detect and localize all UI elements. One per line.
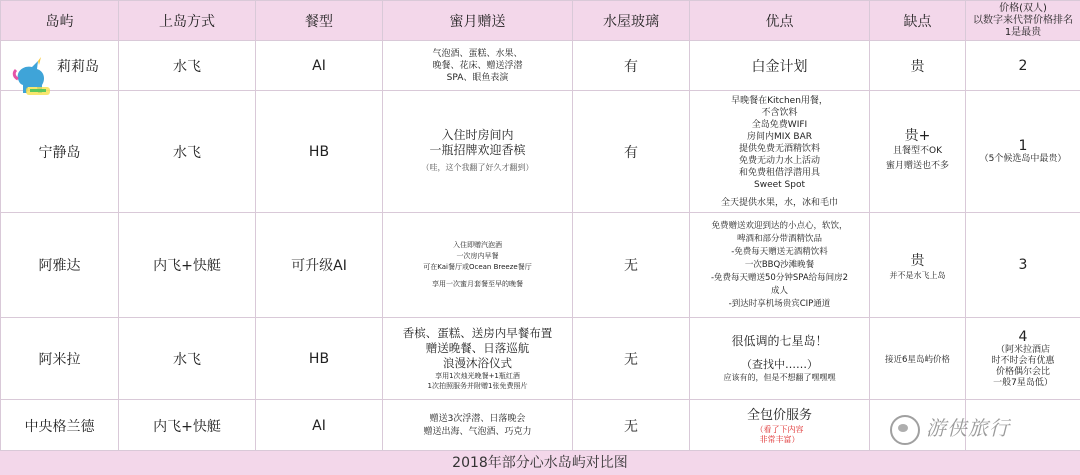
pros-line: Sweet Spot (693, 179, 866, 191)
honeymoon-line: 1次拍照服务并附赠1张免费照片 (386, 381, 569, 391)
pros-line: 全岛免费WIFI (693, 119, 866, 131)
pros-line: （查找中……） (693, 357, 866, 372)
pros-line: -到达时享机场贵宾CIP通道 (693, 298, 866, 311)
pros-red-note: （看了下内容 (693, 425, 866, 435)
honeymoon-line: 享用1次烛光晚餐+1瓶红酒 (386, 371, 569, 381)
cons-line: 且餐型不OK (873, 144, 962, 159)
cons-line: 贵 (873, 250, 962, 270)
cell-meal: HB (256, 318, 383, 400)
cons-line: 贵+ (873, 129, 962, 144)
cell-pros: 白金计划 (690, 41, 870, 91)
price-note: （阿米拉酒店 (969, 345, 1077, 356)
cell-glass: 无 (573, 318, 690, 400)
cell-transfer: 水飞 (119, 91, 256, 213)
header-island: 岛屿 (1, 1, 119, 41)
header-row (1, 1, 1080, 41)
cell-price (966, 91, 1080, 213)
cell-island: 阿雅达 (1, 213, 119, 318)
cell-honeymoon (383, 400, 573, 452)
cell-honeymoon (383, 213, 573, 318)
honeymoon-line: 一瓶招牌欢迎香槟 (386, 143, 569, 158)
table-caption: 2018年部分心水岛屿对比图 (0, 450, 1080, 475)
cell-pros (690, 318, 870, 400)
header-honeymoon: 蜜月赠送 (383, 1, 573, 41)
cell-island: 宁静岛 (1, 91, 119, 213)
pros-line (693, 349, 866, 357)
honeymoon-line: 入住时房间内 (386, 128, 569, 143)
cell-cons: 接近6星岛屿价格 (870, 318, 966, 400)
cell-island: 莉莉岛 (1, 41, 119, 91)
cell-island: 阿米拉 (1, 318, 119, 400)
price-note: 价格偶尔会比 (969, 367, 1077, 378)
cell-glass: 有 (573, 41, 690, 91)
honeymoon-line: 享用一次蜜月套餐至早的晚餐 (386, 279, 569, 290)
price-note: （5个候选岛中最贵） (969, 154, 1077, 165)
pros-line: 应该有的，但是不想翻了嘿嘿嘿 (693, 372, 866, 384)
header-price-line2: 以数字来代替价格排名 (969, 15, 1077, 27)
pros-line: 全天提供水果，水，冰和毛巾 (693, 197, 866, 209)
pros-line: 啤酒和部分带酒精饮品 (693, 233, 866, 246)
pros-line: -免费每天赠送50分钟SPA给每间房2 (693, 272, 866, 285)
pros-line: 免费赠送欢迎到达的小点心，软饮， (693, 220, 866, 233)
price-rank: 1 (969, 138, 1077, 154)
pros-line: 一次BBQ沙滩晚餐 (693, 259, 866, 272)
honeymoon-line: 一次房内早餐 (386, 251, 569, 262)
pros-line: 成人 (693, 285, 866, 298)
header-glass: 水屋玻璃 (573, 1, 690, 41)
honeymoon-line: 赠送晚餐、日落巡航 (386, 341, 569, 356)
cell-meal: AI (256, 41, 383, 91)
header-price (966, 1, 1080, 41)
cell-meal: 可升级AI (256, 213, 383, 318)
cell-island: 中央格兰德 (1, 400, 119, 452)
header-transfer: 上岛方式 (119, 1, 256, 41)
pros-red-note: 非常丰富） (693, 435, 866, 445)
pros-line: 免费无动力水上活动 (693, 155, 866, 167)
header-pros: 优点 (690, 1, 870, 41)
header-price-line3: 1是最贵 (969, 27, 1077, 39)
pros-line: 房间内MIX BAR (693, 131, 866, 143)
pros-line: 全包价服务 (693, 407, 866, 425)
honeymoon-line: 赠送3次浮潜、日落晚会 (386, 413, 569, 426)
honeymoon-line: 可在Kai餐厅或Ocean Breeze餐厅 (386, 262, 569, 273)
cell-honeymoon (383, 318, 573, 400)
cell-glass: 无 (573, 400, 690, 452)
honeymoon-line: 香槟、蛋糕、送房内早餐布置 (386, 326, 569, 341)
cell-pros (690, 400, 870, 452)
honeymoon-line: 晚餐、花床、赠送浮潜 (386, 60, 569, 72)
honeymoon-line: 气泡酒、蛋糕、水果、 (386, 48, 569, 60)
cell-glass: 有 (573, 91, 690, 213)
pros-line: 不含饮料 (693, 107, 866, 119)
cell-transfer: 内飞+快艇 (119, 213, 256, 318)
pros-line: 和免费租借浮潜用具 (693, 167, 866, 179)
header-price-line1: 价格(双人) (969, 3, 1077, 15)
cell-meal: HB (256, 91, 383, 213)
cons-line: 并不是水飞上岛 (873, 270, 962, 281)
watermark (890, 412, 1010, 445)
price-rank: 4 (969, 329, 1077, 345)
price-note: 时不时会有优惠 (969, 356, 1077, 367)
unicorn-logo (12, 57, 58, 97)
pros-line: 很低调的七星岛！ (693, 333, 866, 349)
cell-honeymoon (383, 41, 573, 91)
watermark-text: 游侠旅行 (926, 416, 1010, 440)
honeymoon-note: （哇，这个我翻了好久才翻到） (386, 160, 569, 175)
cell-price: 3 (966, 213, 1080, 318)
cell-glass: 无 (573, 213, 690, 318)
honeymoon-line: 赠送出海、气泡酒、巧克力 (386, 426, 569, 439)
cell-transfer: 水飞 (119, 41, 256, 91)
honeymoon-line: 浪漫沐浴仪式 (386, 356, 569, 371)
honeymoon-line: 入住即赠汽泡酒 (386, 240, 569, 251)
cell-cons (870, 91, 966, 213)
table-row (1, 91, 1080, 213)
header-meal: 餐型 (256, 1, 383, 41)
cell-pros (690, 213, 870, 318)
cell-transfer: 内飞+快艇 (119, 400, 256, 452)
table-row (1, 318, 1080, 400)
honeymoon-line: SPA、眼鱼表演 (386, 72, 569, 84)
pros-line: 早晚餐在Kitchen用餐， (693, 95, 866, 107)
cell-price (966, 318, 1080, 400)
cell-price: 2 (966, 41, 1080, 91)
cons-line: 蜜月赠送也不多 (873, 159, 962, 174)
cell-meal: AI (256, 400, 383, 452)
table-row (1, 213, 1080, 318)
price-note: 一般7星岛低） (969, 378, 1077, 389)
header-cons: 缺点 (870, 1, 966, 41)
cell-transfer: 水飞 (119, 318, 256, 400)
cell-honeymoon (383, 91, 573, 213)
wechat-icon (890, 415, 920, 445)
pros-line: -免费每天赠送无酒精饮料 (693, 246, 866, 259)
table-row (1, 41, 1080, 91)
cell-cons (870, 213, 966, 318)
cell-cons: 贵 (870, 41, 966, 91)
pros-line: 提供免费无酒精饮料 (693, 143, 866, 155)
cell-pros (690, 91, 870, 213)
